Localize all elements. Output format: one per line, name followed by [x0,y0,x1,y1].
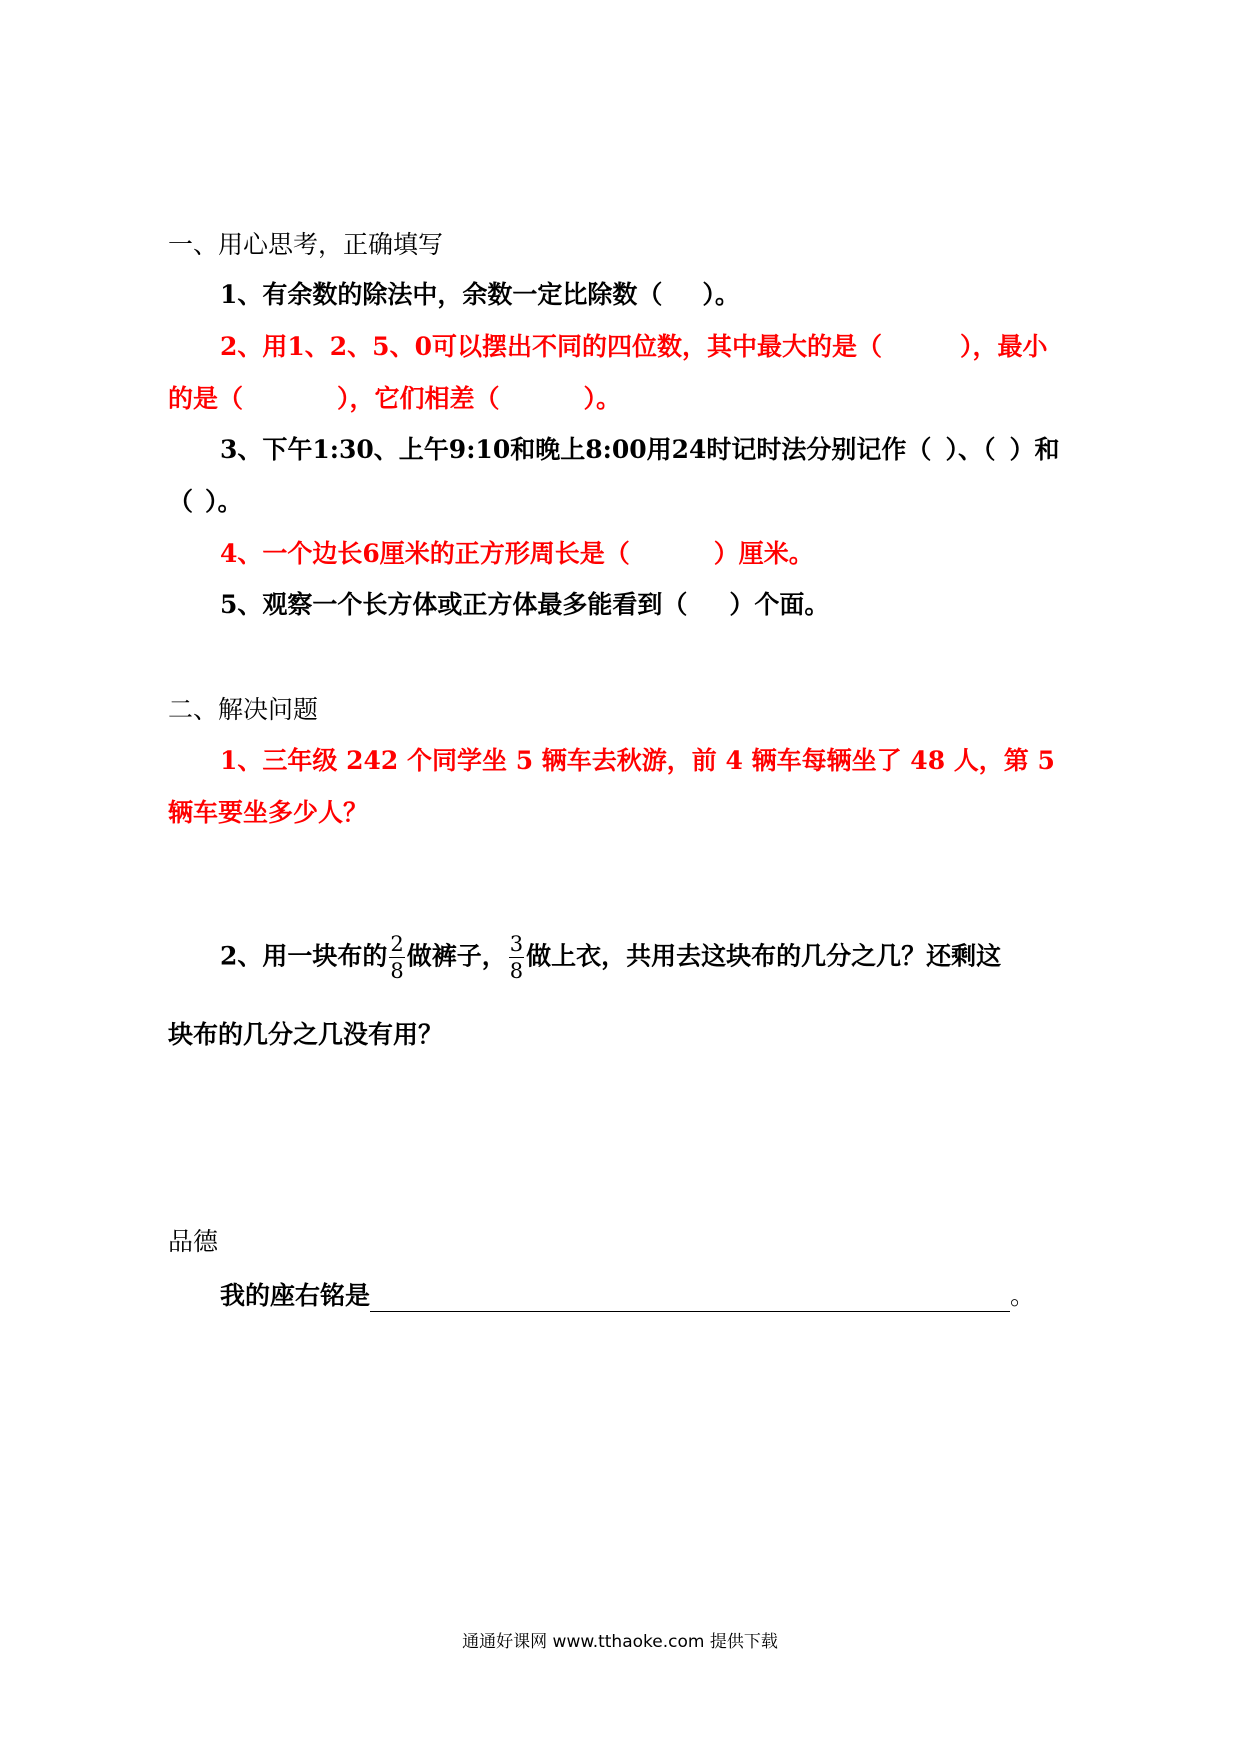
question-1-1-text: 1、有余数的除法中，余数一定比除数（ [220,280,663,309]
section-title-morality: 品德 [168,1227,219,1256]
question-1-2-part3: 的是（ [168,384,244,413]
question-1-3-part4: （ [168,487,194,516]
question-1-2-part1: 2、用1、2、5、0可以摆出不同的四位数，其中最大的是（ [220,332,882,361]
motto-row [220,1276,1035,1312]
question-1-1-end: ）。 [702,280,740,309]
question-1-3-part3: ）和 [1009,435,1060,464]
fraction-two-eighths [389,934,404,982]
question-1-4-part2: ）厘米。 [713,539,814,568]
problem-2-2-part1: 2、用一块布的 [220,941,388,971]
question-1-3-part2: ）、（ [945,435,996,464]
section-title-solve-problems: 二、解决问题 [168,695,319,724]
question-1-2-line1 [220,327,1048,363]
problem-2-2-line2: 块布的几分之几没有用？ [168,1020,444,1049]
motto-end: 。 [1010,1281,1036,1310]
question-1-5-part2: ）个面。 [729,590,830,619]
motto-label: 我的座右铭是 [220,1281,371,1310]
question-1-2-part2: ），最小 [959,332,1048,361]
problem-2-1-line1: 1、三年级 242 个同学坐 5 辆车去秋游，前 4 辆车每辆坐了 48 人，第 5 [220,746,1055,775]
question-1-2-part5: ）。 [583,384,622,413]
question-1-1 [220,275,740,311]
problem-2-1-line2: 辆车要坐多少人？ [168,798,369,827]
fraction-three-eighths [509,934,524,982]
question-1-4 [220,534,814,570]
question-1-5 [220,585,829,621]
question-1-5-part1: 5、观察一个长方体或正方体最多能看到（ [220,590,688,619]
section-title-fill-in: 一、用心思考，正确填写 [168,230,444,259]
fraction-1-denominator: 8 [390,959,404,983]
fraction-2-numerator: 3 [509,932,524,956]
question-1-3-line1 [220,430,1059,466]
question-1-4-part1: 4、一个边长6厘米的正方形周长是（ [220,539,630,568]
question-1-3-part5: ）。 [205,487,243,516]
problem-2-2-part2: 做裤子， [406,941,507,971]
problem-2-2-part3: 做上衣，共用去这块布的几分之几？还剩这 [526,941,1002,971]
question-1-2-line2 [168,379,621,415]
question-1-3-line2 [168,482,243,518]
fraction-2-denominator: 8 [509,959,524,983]
problem-2-2-line1 [220,934,1001,982]
question-1-3-part1: 3、下午1:30、上午9:10和晚上8:00用24时记时法分别记作（ [220,435,932,464]
motto-blank-line[interactable] [370,1283,1010,1312]
fraction-1-numerator: 2 [390,932,404,956]
question-1-2-part4: ），它们相差（ [337,384,500,413]
footer-credit: 通通好课网 www.tthaoke.com 提供下载 [462,1632,778,1652]
